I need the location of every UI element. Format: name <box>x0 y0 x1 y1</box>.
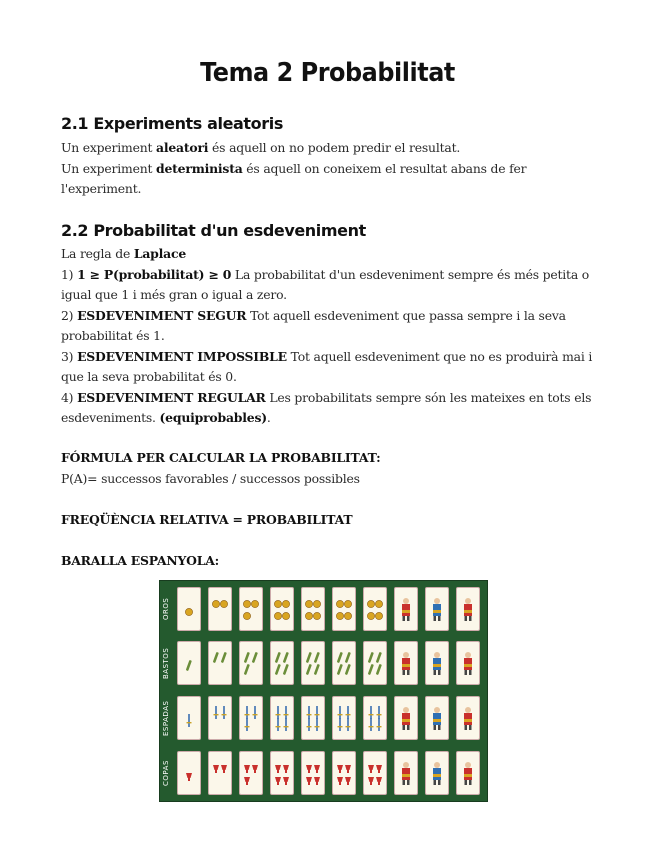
playing-card <box>425 587 449 631</box>
card-figure-icon <box>212 650 228 676</box>
text-span: La regla de <box>61 246 134 261</box>
playing-card <box>363 696 387 740</box>
formula-text: P(A)= successos favorables / successos possibles <box>61 470 360 486</box>
card-figure-icon <box>305 650 321 676</box>
playing-card <box>332 696 356 740</box>
deck-heading: BARALLA ESPANYOLA: <box>61 553 220 568</box>
text-span: Les probabilitats sempre són les mateixes en tots els esdeveniments. <box>61 389 592 425</box>
bold-term-laplace: Laplace <box>133 246 187 261</box>
card-figure-icon <box>367 596 383 622</box>
card-figure-icon <box>212 705 228 731</box>
bold-term-equiprobables: (equiprobables) <box>159 410 267 425</box>
text-span: . <box>266 410 271 425</box>
playing-card <box>394 587 418 631</box>
paragraph-probabilitat <box>61 244 601 429</box>
card-figure-icon <box>460 705 476 731</box>
card-figure-icon <box>460 650 476 676</box>
playing-card <box>177 587 201 631</box>
card-figure-icon <box>398 705 414 731</box>
playing-card <box>239 696 263 740</box>
item-number: 1) <box>61 266 78 282</box>
card-figure-icon <box>305 705 321 731</box>
card-figure-icon <box>305 596 321 622</box>
suit-label-bastos: BASTOS <box>162 647 170 679</box>
card-figure-icon <box>429 760 445 786</box>
playing-card <box>301 751 325 795</box>
card-figure-icon <box>274 705 290 731</box>
playing-card <box>270 641 294 685</box>
playing-card <box>425 751 449 795</box>
playing-card <box>208 587 232 631</box>
formula-block <box>61 448 601 489</box>
card-figure-icon <box>274 760 290 786</box>
playing-card <box>332 751 356 795</box>
bold-term-segur: ESDEVENIMENT SEGUR <box>77 307 247 323</box>
card-figure-icon <box>181 705 197 731</box>
playing-card <box>332 587 356 631</box>
section-heading-probabilitat: 2.2 Probabilitat d'un esdeveniment <box>61 221 366 240</box>
card-figure-icon <box>336 596 352 622</box>
playing-card <box>456 751 480 795</box>
playing-card <box>270 696 294 740</box>
card-figure-icon <box>243 650 259 676</box>
card-figure-icon <box>181 760 197 786</box>
card-figure-icon <box>398 596 414 622</box>
playing-card <box>425 696 449 740</box>
playing-card <box>332 641 356 685</box>
bold-term-range: 1 ≥ P(probabilitat) ≥ 0 <box>77 266 232 282</box>
playing-card <box>425 641 449 685</box>
playing-card <box>177 696 201 740</box>
playing-card <box>456 696 480 740</box>
card-figure-icon <box>336 760 352 786</box>
item-number: 4) <box>61 389 78 405</box>
text-span: és aquell on coneixem el resultat abans de fer l'experiment. <box>61 160 527 196</box>
suit-label-oros: OROS <box>162 597 170 621</box>
card-figure-icon <box>212 596 228 622</box>
card-figure-icon <box>274 596 290 622</box>
playing-card <box>239 751 263 795</box>
playing-card <box>208 641 232 685</box>
text-span: La probabilitat d'un esdeveniment sempre és més petita o igual que 1 i més gran o igual a zero. <box>61 266 590 302</box>
text-span: és aquell on no podem predir el resultat. <box>208 140 461 155</box>
playing-card <box>239 587 263 631</box>
playing-card <box>394 751 418 795</box>
card-figure-icon <box>429 650 445 676</box>
card-figure-icon <box>398 650 414 676</box>
playing-card <box>363 751 387 795</box>
card-figure-icon <box>181 596 197 622</box>
card-figure-icon <box>429 705 445 731</box>
section-heading-experiments: 2.1 Experiments aleatoris <box>61 114 283 133</box>
card-figure-icon <box>336 650 352 676</box>
formula-heading: FÓRMULA PER CALCULAR LA PROBABILITAT: <box>61 450 381 465</box>
playing-card <box>363 641 387 685</box>
card-figure-icon <box>367 760 383 786</box>
card-figure-icon <box>243 705 259 731</box>
card-figure-icon <box>367 650 383 676</box>
playing-card <box>394 641 418 685</box>
text-span: Un experiment <box>61 160 157 176</box>
card-figure-icon <box>460 596 476 622</box>
card-figure-icon <box>460 760 476 786</box>
bold-term-regular: ESDEVENIMENT REGULAR <box>77 389 266 405</box>
deck-block <box>61 551 601 572</box>
playing-card <box>177 641 201 685</box>
card-figure-icon <box>243 596 259 622</box>
playing-card <box>208 696 232 740</box>
text-span: Tot aquell esdeveniment que no es produirà mai i que la seva probabilitat és 0. <box>61 348 593 384</box>
item-number: 3) <box>61 348 78 364</box>
playing-card <box>456 641 480 685</box>
playing-card <box>301 587 325 631</box>
suit-label-espadas: ESPADAS <box>162 700 170 736</box>
playing-card <box>208 751 232 795</box>
playing-card <box>394 696 418 740</box>
page-title: Tema 2 Probabilitat <box>200 58 455 88</box>
text-span: Un experiment <box>61 140 157 155</box>
item-number: 2) <box>61 307 78 323</box>
playing-card <box>456 587 480 631</box>
bold-term-aleatori: aleatori <box>156 140 209 155</box>
card-figure-icon <box>305 760 321 786</box>
spanish-deck-image <box>159 580 488 802</box>
playing-card <box>301 696 325 740</box>
paragraph-experiments <box>61 138 601 200</box>
playing-card <box>270 587 294 631</box>
bold-term-determinista: determinista <box>156 160 243 176</box>
playing-card <box>177 751 201 795</box>
playing-card <box>363 587 387 631</box>
card-figure-icon <box>336 705 352 731</box>
suit-label-copas: COPAS <box>162 760 170 786</box>
card-figure-icon <box>367 705 383 731</box>
card-figure-icon <box>429 596 445 622</box>
card-figure-icon <box>274 650 290 676</box>
card-figure-icon <box>181 650 197 676</box>
text-span: Tot aquell esdeveniment que passa sempre i la seva probabilitat és 1. <box>61 307 566 343</box>
card-figure-icon <box>212 760 228 786</box>
card-figure-icon <box>243 760 259 786</box>
card-figure-icon <box>398 760 414 786</box>
playing-card <box>239 641 263 685</box>
playing-card <box>301 641 325 685</box>
frequency-block <box>61 510 601 531</box>
frequency-heading: FREQÜÈNCIA RELATIVA = PROBABILITAT <box>61 512 353 527</box>
bold-term-impossible: ESDEVENIMENT IMPOSSIBLE <box>77 348 287 364</box>
playing-card <box>270 751 294 795</box>
